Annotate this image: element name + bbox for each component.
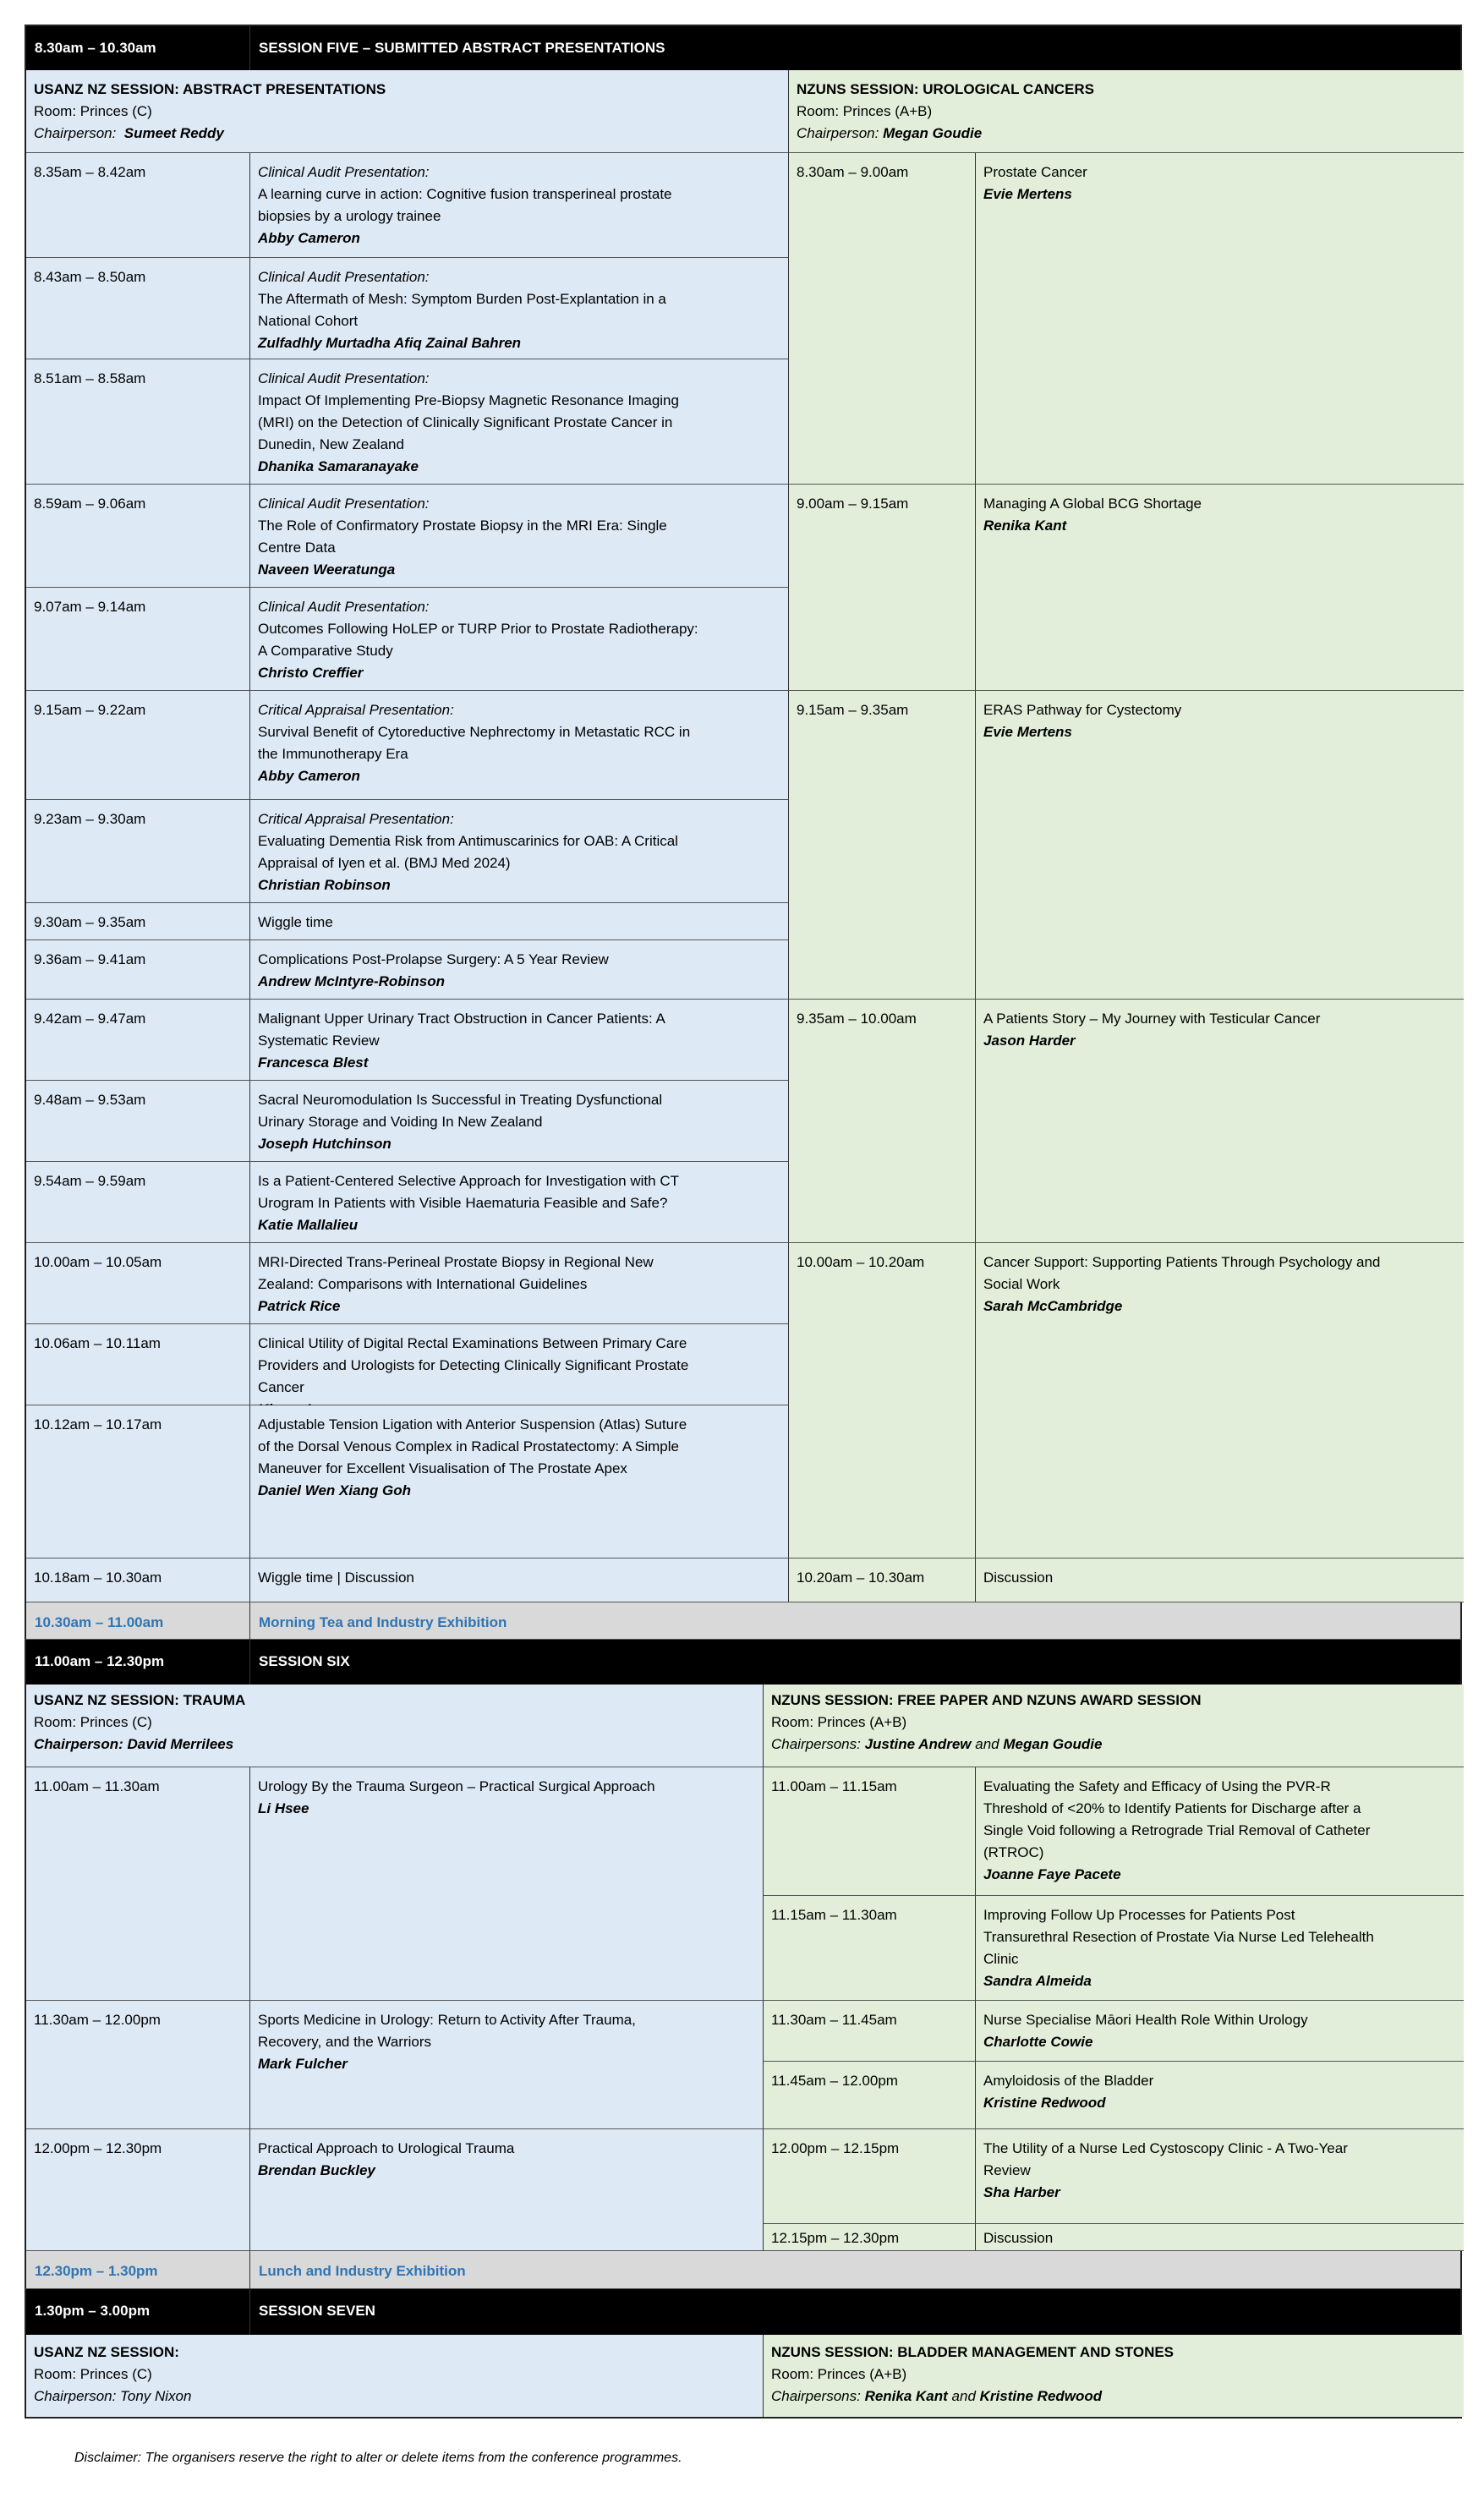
programme-table xyxy=(25,25,1462,2419)
speaker: Evie Mertens xyxy=(983,724,1072,740)
talk-cell xyxy=(250,258,789,359)
talk-time: 8.59am – 9.06am xyxy=(26,485,250,588)
talk-time: 10.06am – 10.11am xyxy=(26,1324,250,1405)
talk-title: Sacral Neuromodulation Is Successful in Treating Dysfunctional Urinary Storage and Voiding In New Zealand xyxy=(258,1092,663,1130)
chair-name: Megan Goudie xyxy=(883,125,983,141)
chair-label: Chairpersons: xyxy=(771,1736,861,1752)
talk-time: 10.00am – 10.05am xyxy=(26,1243,250,1324)
session-heading: NZUNS SESSION: UROLOGICAL CANCERS xyxy=(797,81,1094,97)
talk-time: 11.30am – 11.45am xyxy=(764,2001,976,2062)
talk-cell xyxy=(250,588,789,691)
talk-title: Survival Benefit of Cytoreductive Nephrectomy in Metastatic RCC in the Immunotherapy Era xyxy=(258,724,691,762)
talk-title: Complications Post-Prolapse Surgery: A 5 Year Review xyxy=(258,951,609,967)
room: Room: Princes (A+B) xyxy=(771,2366,907,2382)
talk-time: 9.42am – 9.47am xyxy=(26,1000,250,1081)
room: Room: Princes (A+B) xyxy=(771,1714,907,1730)
talk-title: Evaluating the Safety and Efficacy of Using the PVR-R Threshold of <20% to Identify Patients for Discharge after a Single Void following a Retrograde Trial Removal of Catheter (RTROC) xyxy=(983,1778,1371,1860)
talk-title: Wiggle time xyxy=(258,914,333,930)
talk-title: Urology By the Trauma Surgeon – Practical Surgical Approach xyxy=(258,1778,655,1794)
talk-time: 9.07am – 9.14am xyxy=(26,588,250,691)
break-time: 12.30pm – 1.30pm xyxy=(26,2251,250,2292)
presentation-type: Clinical Audit Presentation: xyxy=(258,496,430,512)
presentation-type: Clinical Audit Presentation: xyxy=(258,370,430,386)
room: Room: Princes (C) xyxy=(34,2366,152,2382)
presentation-type: Clinical Audit Presentation: xyxy=(258,269,430,285)
session-heading: USANZ NZ SESSION: xyxy=(34,2344,179,2360)
talk-title: Discussion xyxy=(983,2230,1054,2246)
talk-title: Amyloidosis of the Bladder xyxy=(983,2073,1154,2089)
speaker: Abby Cameron xyxy=(258,768,360,784)
speaker: Katie Mallalieu xyxy=(258,1217,359,1233)
speaker: Zulfadhly Murtadha Afiq Zainal Bahren xyxy=(258,335,522,351)
presentation-type: Clinical Audit Presentation: xyxy=(258,164,430,180)
talk-time: 9.54am – 9.59am xyxy=(26,1162,250,1243)
chair: Chairperson: Tony Nixon xyxy=(34,2388,192,2404)
talk-cell xyxy=(250,1243,789,1324)
talk-title: Malignant Upper Urinary Tract Obstruction in Cancer Patients: A Systematic Review xyxy=(258,1011,665,1049)
talk-cell xyxy=(250,153,789,258)
presentation-type: Critical Appraisal Presentation: xyxy=(258,702,454,718)
talk-title: Sports Medicine in Urology: Return to Activity After Trauma, Recovery, and the Warriors xyxy=(258,2012,636,2050)
talk-cell xyxy=(976,2062,1464,2129)
talk-cell xyxy=(250,359,789,485)
talk-time: 9.48am – 9.53am xyxy=(26,1081,250,1162)
talk-cell xyxy=(250,2129,764,2251)
talk-title: A learning curve in action: Cognitive fusion transperineal prostate biopsies by a urology trainee xyxy=(258,186,672,224)
lunch-break xyxy=(25,2251,1462,2289)
talk-time: 9.15am – 9.22am xyxy=(26,691,250,800)
talk-cell xyxy=(976,1767,1464,1896)
speaker: Joseph Hutchinson xyxy=(258,1136,392,1152)
talk-title: Cancer Support: Supporting Patients Through Psychology and Social Work xyxy=(983,1254,1381,1292)
talk-time: 8.30am – 9.00am xyxy=(789,153,976,485)
talk-cell xyxy=(976,153,1464,485)
session-title: SESSION FIVE – SUBMITTED ABSTRACT PRESENTATIONS xyxy=(259,40,665,56)
talk-title: Is a Patient-Centered Selective Approach for Investigation with CT Urogram In Patients with Visible Haematuria Feasible and Safe? xyxy=(258,1173,679,1211)
talk-time: 8.35am – 8.42am xyxy=(26,153,250,258)
talk-cell xyxy=(250,1000,789,1081)
session-heading: NZUNS SESSION: BLADDER MANAGEMENT AND STONES xyxy=(771,2344,1175,2360)
usanz-session-header xyxy=(26,70,789,153)
talk-title: Nurse Specialise Māori Health Role Within Urology xyxy=(983,2012,1308,2028)
presentation-type: Critical Appraisal Presentation: xyxy=(258,811,454,827)
talk-time: 9.35am – 10.00am xyxy=(789,1000,976,1243)
talk-title: Evaluating Dementia Risk from Antimuscarinics for OAB: A Critical Appraisal of Iyen et al. (BMJ Med 2024) xyxy=(258,833,678,871)
talk-title: The Aftermath of Mesh: Symptom Burden Post-Explantation in a National Cohort xyxy=(258,291,666,329)
talk-time: 10.20am – 10.30am xyxy=(789,1559,976,1602)
speaker: Brendan Buckley xyxy=(258,2162,375,2178)
talk-time: 10.00am – 10.20am xyxy=(789,1243,976,1559)
talk-time: 11.30am – 12.00pm xyxy=(26,2001,250,2129)
break-time: 10.30am – 11.00am xyxy=(26,1602,250,1643)
chair-label: Chairpersons: xyxy=(771,2388,861,2404)
speaker: Renika Kant xyxy=(983,518,1067,534)
talk-cell xyxy=(250,691,789,800)
session-time: 8.30am – 10.30am xyxy=(26,26,250,70)
session-six-bar xyxy=(25,1640,1462,1685)
chair-label: Chairperson: xyxy=(34,125,117,141)
talk-time: 8.43am – 8.50am xyxy=(26,258,250,359)
speaker: Christo Creffier xyxy=(258,665,364,681)
talk-time: 9.23am – 9.30am xyxy=(26,800,250,903)
speaker: Francesca Blest xyxy=(258,1055,369,1071)
chair-label: Chairperson: xyxy=(797,125,879,141)
speaker: Naveen Weeratunga xyxy=(258,562,396,578)
talk-title: Adjustable Tension Ligation with Anterior Suspension (Atlas) Suture of the Dorsal Venous Complex in Radical Prostatectomy: A Simple Maneuver for Excellent Visualisation of The Prostate Apex xyxy=(258,1416,687,1476)
disclaimer: Disclaimer: The organisers reserve the right to alter or delete items from the conference programmes. xyxy=(74,2451,682,2465)
session-time: 1.30pm – 3.00pm xyxy=(26,2289,250,2335)
usanz-session-header xyxy=(26,2335,764,2417)
speaker: Mark Fulcher xyxy=(258,2056,348,2072)
nzuns-session-header xyxy=(764,1685,1464,1767)
talk-cell xyxy=(250,2001,764,2129)
speaker: Dhanika Samaranayake xyxy=(258,458,419,474)
session-heading: NZUNS SESSION: FREE PAPER AND NZUNS AWARD SESSION xyxy=(771,1692,1202,1708)
talk-time: 11.15am – 11.30am xyxy=(764,1896,976,2001)
talk-title: Improving Follow Up Processes for Patients Post Transurethral Resection of Prostate Via Nurse Led Telehealth Clinic xyxy=(983,1907,1374,1967)
talk-title: Impact Of Implementing Pre-Biopsy Magnetic Resonance Imaging (MRI) on the Detection of Clinically Significant Prostate Cancer in Dunedin, New Zealand xyxy=(258,392,679,452)
talk-cell xyxy=(976,2129,1464,2224)
room: Room: Princes (C) xyxy=(34,1714,152,1730)
talk-title: A Patients Story – My Journey with Testicular Cancer xyxy=(983,1011,1321,1027)
talk-cell xyxy=(976,2224,1464,2251)
talk-cell xyxy=(976,1559,1464,1602)
talk-time: 9.36am – 9.41am xyxy=(26,940,250,1000)
speaker: Li Hsee xyxy=(258,1800,309,1816)
talk-time: 8.51am – 8.58am xyxy=(26,359,250,485)
talk-cell xyxy=(976,1000,1464,1243)
talk-title: Discussion xyxy=(983,1569,1054,1586)
talk-cell xyxy=(250,1559,789,1602)
talk-time: 11.00am – 11.15am xyxy=(764,1767,976,1896)
chair: Chairperson: David Merrilees xyxy=(34,1736,234,1752)
speaker: Joanne Faye Pacete xyxy=(983,1866,1121,1882)
session-time: 11.00am – 12.30pm xyxy=(26,1640,250,1685)
talk-cell xyxy=(250,1162,789,1243)
chair-name: Justine Andrew xyxy=(864,1736,972,1752)
talk-title: Outcomes Following HoLEP or TURP Prior to Prostate Radiotherapy: A Comparative Study xyxy=(258,621,698,659)
room: Room: Princes (A+B) xyxy=(797,103,933,119)
talk-title: Prostate Cancer xyxy=(983,164,1087,180)
chair-and: and xyxy=(951,2388,976,2404)
speaker: Abby Cameron xyxy=(258,230,360,246)
talk-time: 12.15pm – 12.30pm xyxy=(764,2224,976,2251)
talk-cell xyxy=(250,800,789,903)
talk-time: 9.00am – 9.15am xyxy=(789,485,976,691)
speaker: Sandra Almeida xyxy=(983,1973,1092,1989)
talk-cell xyxy=(976,691,1464,1000)
chair-name: Renika Kant xyxy=(864,2388,948,2404)
nzuns-session-header xyxy=(789,70,1464,153)
talk-title: Practical Approach to Urological Trauma xyxy=(258,2140,515,2156)
talk-title: Managing A Global BCG Shortage xyxy=(983,496,1202,512)
break-title: Lunch and Industry Exhibition xyxy=(259,2263,466,2279)
break-title: Morning Tea and Industry Exhibition xyxy=(259,1614,507,1630)
talk-cell xyxy=(250,940,789,1000)
talk-time: 9.15am – 9.35am xyxy=(789,691,976,1000)
talk-time: 9.30am – 9.35am xyxy=(26,903,250,940)
presentation-type: Clinical Audit Presentation: xyxy=(258,599,430,615)
speaker: Sarah McCambridge xyxy=(983,1298,1123,1314)
talk-cell xyxy=(976,2001,1464,2062)
session-five xyxy=(25,70,1462,1602)
session-title: SESSION SEVEN xyxy=(259,2303,375,2319)
speaker: Patrick Rice xyxy=(258,1298,341,1314)
talk-time: 10.18am – 10.30am xyxy=(26,1559,250,1602)
talk-time: 12.00pm – 12.15pm xyxy=(764,2129,976,2224)
talk-cell xyxy=(250,1767,764,2001)
talk-cell xyxy=(976,1896,1464,2001)
talk-time: 11.45am – 12.00pm xyxy=(764,2062,976,2129)
room: Room: Princes (C) xyxy=(34,103,152,119)
talk-time: 10.12am – 10.17am xyxy=(26,1405,250,1559)
session-seven-bar xyxy=(25,2289,1462,2335)
talk-cell xyxy=(250,485,789,588)
usanz-session-header xyxy=(26,1685,764,1767)
session-heading: USANZ NZ SESSION: ABSTRACT PRESENTATIONS xyxy=(34,81,386,97)
session-title: SESSION SIX xyxy=(259,1653,350,1669)
chair-and: and xyxy=(975,1736,999,1752)
chair-name: Kristine Redwood xyxy=(979,2388,1103,2404)
talk-cell xyxy=(250,903,789,940)
talk-cell xyxy=(976,485,1464,691)
talk-title: Clinical Utility of Digital Rectal Examinations Between Primary Care Providers and Urologists for Detecting Clinically Significant Prostate Cancer xyxy=(258,1335,689,1395)
nzuns-session-header xyxy=(764,2335,1464,2417)
speaker: Kristine Redwood xyxy=(983,2095,1106,2111)
talk-cell xyxy=(976,1243,1464,1559)
speaker: Christian Robinson xyxy=(258,877,391,893)
talk-title: The Role of Confirmatory Prostate Biopsy in the MRI Era: Single Centre Data xyxy=(258,518,667,556)
talk-title: The Utility of a Nurse Led Cystoscopy Clinic - A Two-Year Review xyxy=(983,2140,1348,2178)
chair-name: Sumeet Reddy xyxy=(123,125,224,141)
talk-time: 11.00am – 11.30am xyxy=(26,1767,250,2001)
talk-cell xyxy=(250,1324,789,1405)
talk-cell xyxy=(250,1405,789,1559)
session-six xyxy=(25,1685,1462,2251)
talk-cell xyxy=(250,1081,789,1162)
talk-time: 12.00pm – 12.30pm xyxy=(26,2129,250,2251)
speaker: Charlotte Cowie xyxy=(983,2034,1093,2050)
talk-title: ERAS Pathway for Cystectomy xyxy=(983,702,1182,718)
speaker: Daniel Wen Xiang Goh xyxy=(258,1482,412,1498)
speaker: Andrew McIntyre-Robinson xyxy=(258,973,446,989)
morning-tea-break xyxy=(25,1602,1462,1640)
session-seven xyxy=(25,2335,1462,2419)
session-five-bar xyxy=(25,25,1462,70)
chair-name: Megan Goudie xyxy=(1003,1736,1103,1752)
session-heading: USANZ NZ SESSION: TRAUMA xyxy=(34,1692,246,1708)
speaker: Jason Harder xyxy=(983,1033,1076,1049)
talk-title: Wiggle time | Discussion xyxy=(258,1569,414,1586)
talk-title: MRI-Directed Trans-Perineal Prostate Biopsy in Regional New Zealand: Comparisons with International Guidelines xyxy=(258,1254,654,1292)
speaker: Evie Mertens xyxy=(983,186,1072,202)
speaker: Sha Harber xyxy=(983,2184,1060,2200)
